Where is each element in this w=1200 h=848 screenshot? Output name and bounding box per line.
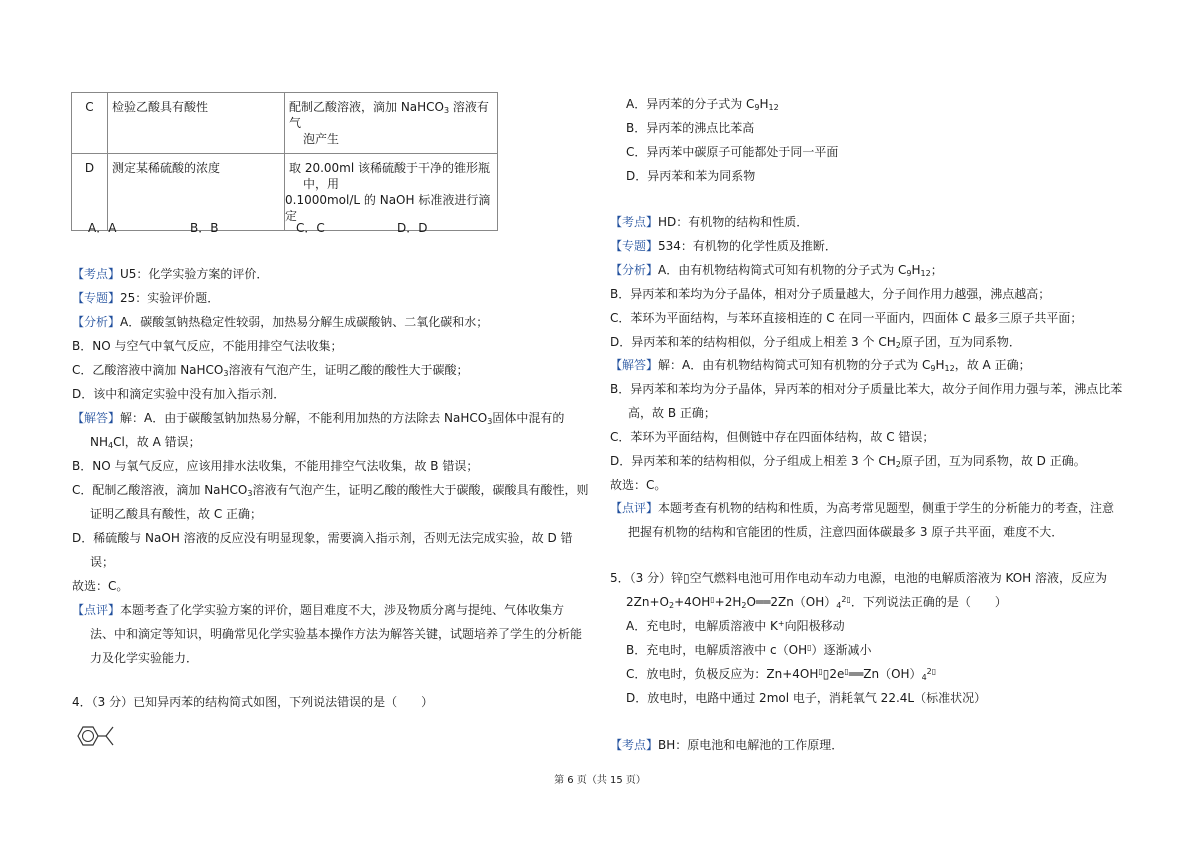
- question-4: 4．（3 分）已知异丙苯的结构简式如图，下列说法错误的是（ ）: [72, 695, 434, 709]
- table-cell: 测定某稀硫酸的浓度: [108, 154, 285, 231]
- zhuanti-line: 【专题】534：有机物的化学性质及推断．: [610, 239, 837, 253]
- kaodian-line: 【考点】U5：化学实验方案的评价．: [72, 267, 269, 281]
- table-row: [72, 93, 498, 154]
- page-footer: 第 6 页（共 15 页）: [554, 775, 646, 786]
- table-cell: 配制乙酸溶液，滴加 NaHCO$_3$ 溶液有气 泡产生: [285, 93, 498, 154]
- q4-option-c: C．异丙苯中碳原子可能都处于同一平面: [626, 145, 839, 159]
- table-row: [72, 154, 498, 231]
- guxuan-line: 故选：C。: [610, 478, 667, 492]
- fenxi-d: D．该中和滴定实验中没有加入指示剂．: [72, 387, 286, 401]
- jieda-d2: 误；: [90, 555, 115, 569]
- dianping-line: 【点评】本题考查有机物的结构和性质，为高考常见题型，侧重于学生的分析能力的考查，注意: [610, 501, 1115, 515]
- jieda-b2: 高，故 B 正确；: [628, 406, 716, 420]
- jieda-a2: $NH_4Cl$，故 A 错误；: [90, 435, 201, 450]
- jieda-b: B．NO 与氧气反应，应该用排水法收集，不能用排空气法收集，故 B 错误；: [72, 459, 479, 473]
- zhuanti-line: 【专题】25：实验评价题．: [72, 291, 220, 305]
- jieda-b: B．异丙苯和苯均为分子晶体，异丙苯的相对分子质量比苯大，故分子间作用力强与苯，沸点比苯: [610, 382, 1123, 396]
- fenxi-b: B．异丙苯和苯均为分子晶体，相对分子质量越大，分子间作用力越强，沸点越高；: [610, 287, 1051, 301]
- q4-option-d: D．异丙苯和苯为同系物: [626, 169, 756, 183]
- fenxi-c: C．乙酸溶液中滴加 NaHCO$_3$溶液有气泡产生，证明乙酸的酸性大于碳酸；: [72, 363, 469, 378]
- table-cell: 检验乙酸具有酸性: [108, 93, 285, 154]
- q5-option-d: D．放电时，电路中通过 2mol 电子，消耗氧气 22.4L（标准状况）: [626, 691, 987, 705]
- jieda-c2: 证明乙酸具有酸性，故 C 正确；: [90, 507, 263, 521]
- jieda-c: C．苯环为平面结构，但侧链中存在四面体结构，故 C 错误；: [610, 430, 935, 444]
- q5-option-a: A．充电时，电解质溶液中 K+向阳极移动: [626, 619, 845, 633]
- fenxi-line: 【分析】A．由有机物结构简式可知有机物的分子式为 $C_9H_{12}$；: [610, 263, 943, 278]
- q4-option-b: B．异丙苯的沸点比苯高: [626, 121, 755, 135]
- option-d: D．D: [397, 221, 428, 235]
- q4-option-a: A．异丙苯的分子式为 $C_9H_{12}$: [626, 97, 779, 112]
- cumene-structure: [72, 723, 132, 749]
- q5-equation: $2Zn+O_2+4OH^▯+2H_2O══2Zn(OH)_4^{2▯}$．下列说法正确的是（ ）: [626, 595, 1007, 610]
- fenxi-d: D．异丙苯和苯的结构相似，分子组成上相差 3 个 $CH_2$原子团，互为同系物．: [610, 335, 1021, 350]
- experiment-table: [71, 92, 498, 231]
- jieda-d: D．异丙苯和苯的结构相似，分子组成上相差 3 个 $CH_2$原子团，互为同系物，故 D 正确。: [610, 454, 1086, 469]
- dianping-3: 力及化学实验能力．: [90, 651, 199, 665]
- dianping-2: 法、中和滴定等知识，明确常见化学实验基本操作方法为解答关键，试题培养了学生的分析能: [90, 627, 583, 641]
- dianping-2: 把握有机物的结构和官能团的性质，注意四面体碳最多 3 原子共平面，难度不大．: [628, 525, 1064, 539]
- q5-option-c: C．放电时，负极反应为：$Zn+4OH^▯▯2e^▯══Zn(OH)_4^{2▯}$: [626, 667, 937, 682]
- kaodian-line: 【考点】HD：有机物的结构和性质．: [610, 215, 809, 229]
- table-cell: D: [72, 154, 108, 231]
- kaodian-line-2: 【考点】BH：原电池和电解池的工作原理．: [610, 738, 844, 752]
- fenxi-b: B．NO 与空气中氧气反应，不能用排空气法收集；: [72, 339, 343, 353]
- table-cell: C: [72, 93, 108, 154]
- table-cell: 取 20.00ml 该稀硫酸于干净的锥形瓶 中，用 0.1000mol/L 的 NaOH 标准液进行滴定: [285, 154, 498, 231]
- fenxi-c: C．苯环为平面结构，与苯环直接相连的 C 在同一平面内，四面体 C 最多三原子共平面；: [610, 311, 1083, 325]
- question-5: 5．（3 分）锌▯空气燃料电池可用作电动车动力电源，电池的电解质溶液为 KOH 溶液，反应为: [610, 571, 1108, 585]
- jieda-d: D．稀硫酸与 NaOH 溶液的反应没有明显现象，需要滴入指示剂，否则无法完成实验，故 D 错: [72, 531, 573, 545]
- fenxi-line: 【分析】A．碳酸氢钠热稳定性较弱，加热易分解生成碳酸钠、二氧化碳和水；: [72, 315, 489, 329]
- option-a: A．A: [88, 221, 117, 235]
- q5-option-b: B．充电时，电解质溶液中 c（OH▯）逐渐减小: [626, 643, 872, 657]
- option-b: B．B: [190, 221, 219, 235]
- dianping-line: 【点评】本题考查了化学实验方案的评价，题目难度不大，涉及物质分离与提纯、气体收集方: [72, 603, 565, 617]
- jieda-c: C．配制乙酸溶液，滴加 NaHCO$_3$溶液有气泡产生，证明乙酸的酸性大于碳酸，碳酸具有酸性，则: [72, 483, 589, 498]
- jieda-line: 【解答】解：A．由于碳酸氢钠加热易分解，不能利用加热的方法除去 NaHCO$_3$固体中混有的: [72, 411, 565, 426]
- guxuan-line: 故选：C。: [72, 579, 129, 593]
- option-c: C．C: [296, 221, 325, 235]
- jieda-line: 【解答】解：A．由有机物结构简式可知有机物的分子式为 $C_9H_{12}$，故 A 正确；: [610, 358, 1031, 373]
